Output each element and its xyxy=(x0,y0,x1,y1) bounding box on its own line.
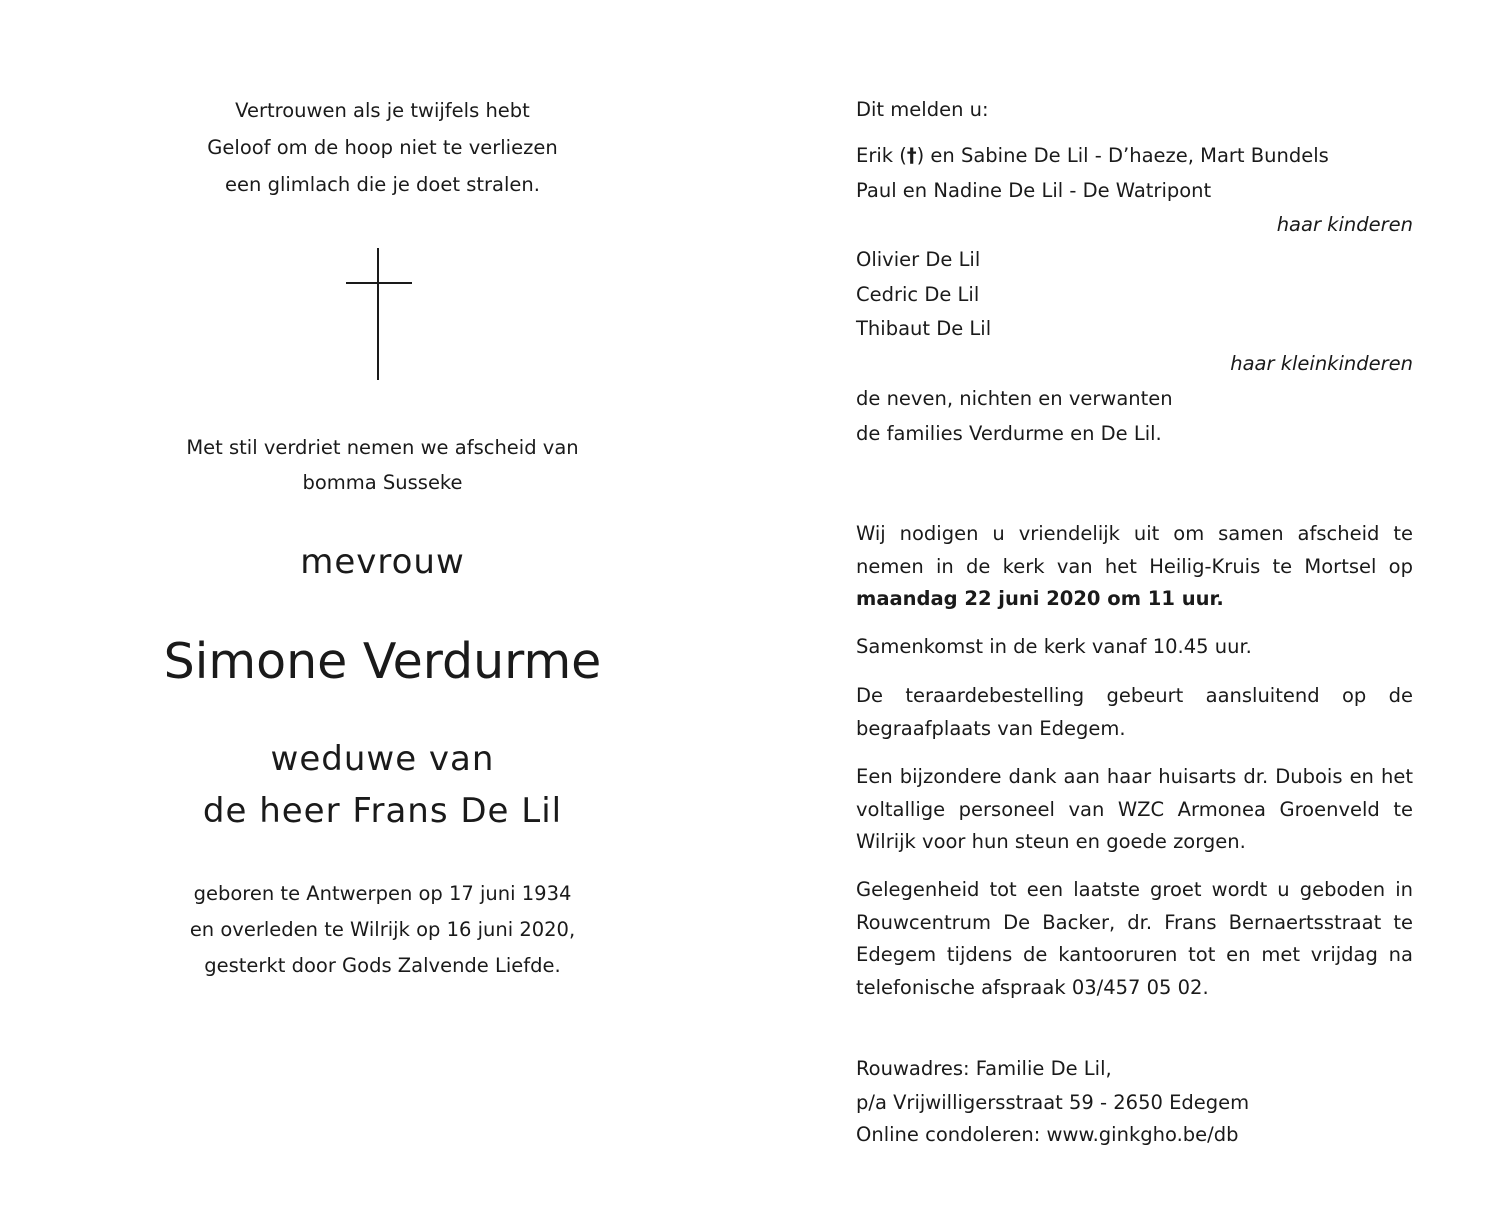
farewell-intro xyxy=(130,430,635,500)
poem-line: een glimlach die je doet stralen. xyxy=(225,173,540,196)
poem-line: Geloof om de hoop niet te verliezen xyxy=(207,136,558,159)
visit-paragraph: Gelegenheid tot een laatste groet wordt u geboden in Rouwcentrum De Backer, dr. Frans Bernaertsstraat te Edegem tijdens de kantooruren tot en met vrijdag na telefonische afspraak 03/457 05 02. xyxy=(856,878,1413,999)
announce-line: Dit melden u: xyxy=(856,98,989,121)
death-line: en overleden te Wilrijk op 16 juni 2020, xyxy=(189,918,576,941)
birth-line: geboren te Antwerpen op 17 juni 1934 xyxy=(193,882,572,905)
life-dates xyxy=(130,876,635,984)
spouse-name: de heer Frans De Lil xyxy=(202,791,563,831)
intro-line: Met stil verdriet nemen we afscheid van xyxy=(186,436,579,459)
burial-paragraph: De teraardebestelling gebeurt aansluitend op de begraafplaats van Edegem. xyxy=(856,684,1413,740)
grandchild-name: Thibaut De Lil xyxy=(856,317,992,340)
widow-line: weduwe van xyxy=(270,739,495,779)
honorific: mevrouw xyxy=(300,542,465,582)
deceased-mark-icon: † xyxy=(906,144,917,167)
relatives-line: de neven, nichten en verwanten xyxy=(856,387,1173,410)
service-date: maandag 22 juni 2020 om 11 uur. xyxy=(856,587,1224,610)
poem xyxy=(130,92,635,203)
gathering-paragraph: Samenkomst in de kerk vanaf 10.45 uur. xyxy=(856,635,1252,658)
families-line: de families Verdurme en De Lil. xyxy=(856,422,1162,445)
poem-line: Vertrouwen als je twijfels hebt xyxy=(235,99,530,122)
cross-icon xyxy=(346,248,412,380)
children-relation: haar kinderen xyxy=(1276,213,1413,236)
blessing-line: gesterkt door Gods Zalvende Liefde. xyxy=(204,954,561,977)
deceased-name: Simone Verdurme xyxy=(163,633,602,690)
grandchild-name: Cedric De Lil xyxy=(856,283,980,306)
thanks-paragraph: Een bijzondere dank aan haar huisarts dr. Dubois en het voltallige personeel van WZC Armonea Groenveld te Wilrijk voor hun steun en goede zorgen. xyxy=(856,765,1413,853)
address-line: p/a Vrijwilligersstraat 59 - 2650 Edegem xyxy=(856,1091,1250,1114)
nickname-line: bomma Susseke xyxy=(302,471,463,494)
grandchild-name: Olivier De Lil xyxy=(856,248,981,271)
children-line-1: Erik (†) en Sabine De Lil - D’haeze, Mart Bundels xyxy=(856,144,1329,167)
grandchildren-relation: haar kleinkinderen xyxy=(1230,352,1413,375)
invitation-paragraph: Wij nodigen u vriendelijk uit om samen afscheid te nemen in de kerk van het Heilig-Kruis te Mortsel op maandag 22 juni 2020 om 11 uur. xyxy=(856,522,1413,610)
condolence-link[interactable]: Online condoleren: www.ginkgho.be/db xyxy=(856,1123,1239,1146)
mourning-address: Rouwadres: Familie De Lil, xyxy=(856,1057,1112,1080)
widow-of xyxy=(130,733,635,837)
children-line-2: Paul en Nadine De Lil - De Watripont xyxy=(856,179,1212,202)
